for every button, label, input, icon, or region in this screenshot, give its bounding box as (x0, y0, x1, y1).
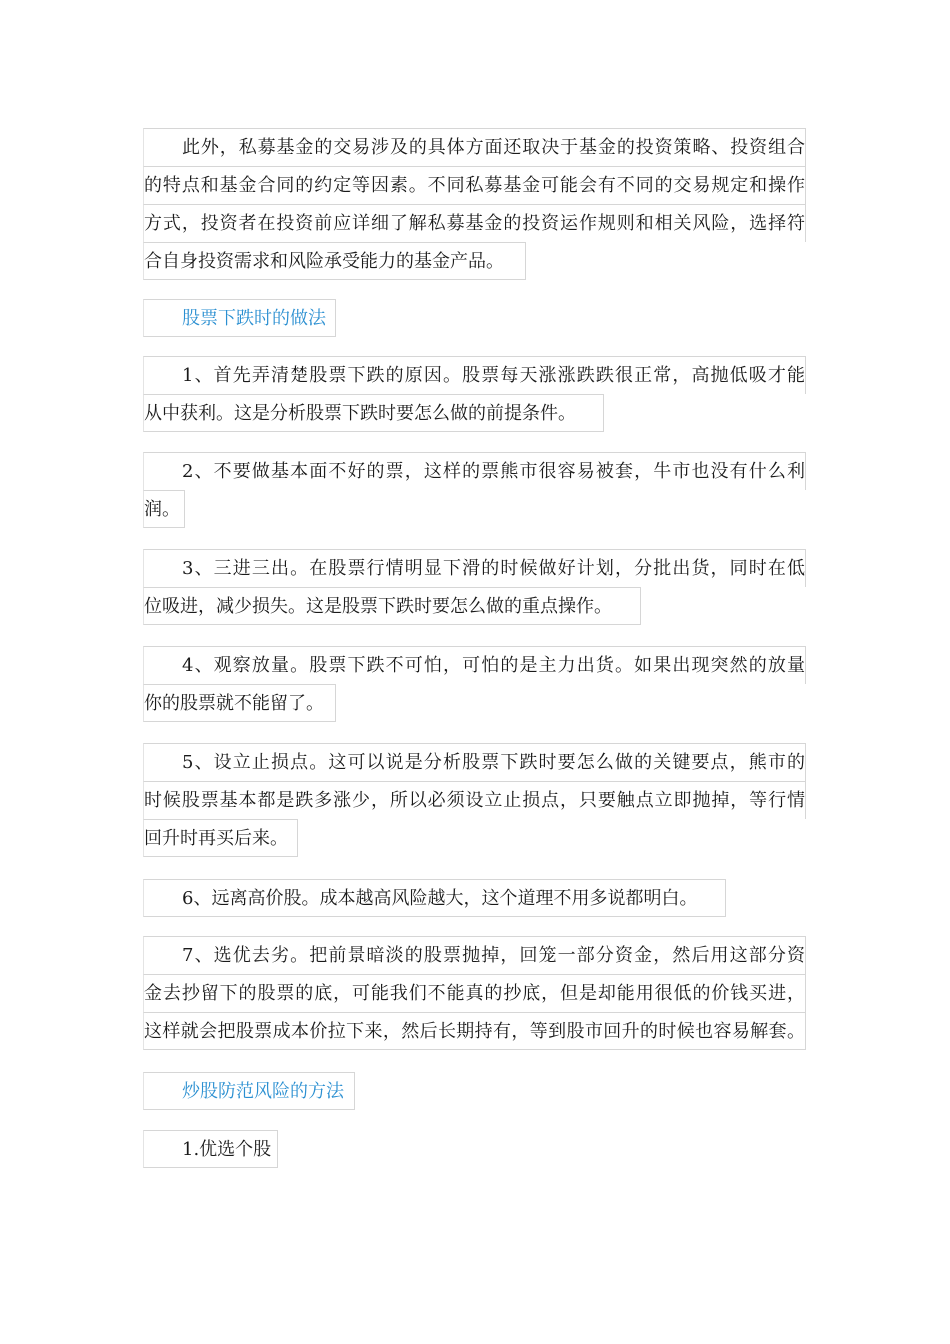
paragraph-intro (143, 128, 806, 280)
heading-text: 股票下跌时的做法 (143, 299, 336, 337)
text-line: 润。 (143, 490, 185, 528)
text-line: 1、首先弄清楚股票下跌的原因。股票每天涨涨跌跌很正常，高抛低吸才能 (143, 356, 806, 394)
list-item (143, 1130, 806, 1168)
list-item (143, 646, 806, 722)
list-item (143, 936, 806, 1050)
text-line: 回升时再买后来。 (143, 819, 298, 857)
text-line: 从中获利。这是分析股票下跌时要怎么做的前提条件。 (143, 394, 604, 432)
list-item (143, 879, 806, 917)
text-line: 时候股票基本都是跌多涨少，所以必须设立止损点，只要触点立即抛掉，等行情 (143, 781, 806, 819)
section-heading-risk (143, 1072, 806, 1110)
list-item (143, 743, 806, 857)
text-line: 金去抄留下的股票的底，可能我们不能真的抄底，但是却能用很低的价钱买进， (143, 974, 806, 1012)
text-line: 3、三进三出。在股票行情明显下滑的时候做好计划，分批出货，同时在低 (143, 549, 806, 587)
text-line: 的特点和基金合同的约定等因素。不同私募基金可能会有不同的交易规定和操作 (143, 166, 806, 204)
text-line: 5、设立止损点。这可以说是分析股票下跌时要怎么做的关键要点，熊市的 (143, 743, 806, 781)
section-heading-decline (143, 299, 806, 337)
text-line: 这样就会把股票成本价拉下来，然后长期持有，等到股市回升的时候也容易解套。 (143, 1012, 806, 1050)
text-line: 6、远离高价股。成本越高风险越大，这个道理不用多说都明白。 (143, 879, 726, 917)
list-item (143, 452, 806, 528)
text-line: 2、不要做基本面不好的票，这样的票熊市很容易被套，牛市也没有什么利 (143, 452, 806, 490)
text-line: 4、观察放量。股票下跌不可怕，可怕的是主力出货。如果出现突然的放量 (143, 646, 806, 684)
text-line: 合自身投资需求和风险承受能力的基金产品。 (143, 242, 526, 280)
text-line: 方式，投资者在投资前应详细了解私募基金的投资运作规则和相关风险，选择符 (143, 204, 806, 242)
text-line: 1.优选个股 (143, 1130, 278, 1168)
text-line: 位吸进，减少损失。这是股票下跌时要怎么做的重点操作。 (143, 587, 641, 625)
text-line: 此外，私募基金的交易涉及的具体方面还取决于基金的投资策略、投资组合 (143, 128, 806, 166)
list-item (143, 356, 806, 432)
list-item (143, 549, 806, 625)
heading-text: 炒股防范风险的方法 (143, 1072, 355, 1110)
text-line: 7、选优去劣。把前景暗淡的股票抛掉，回笼一部分资金，然后用这部分资 (143, 936, 806, 974)
text-line: 你的股票就不能留了。 (143, 684, 336, 722)
